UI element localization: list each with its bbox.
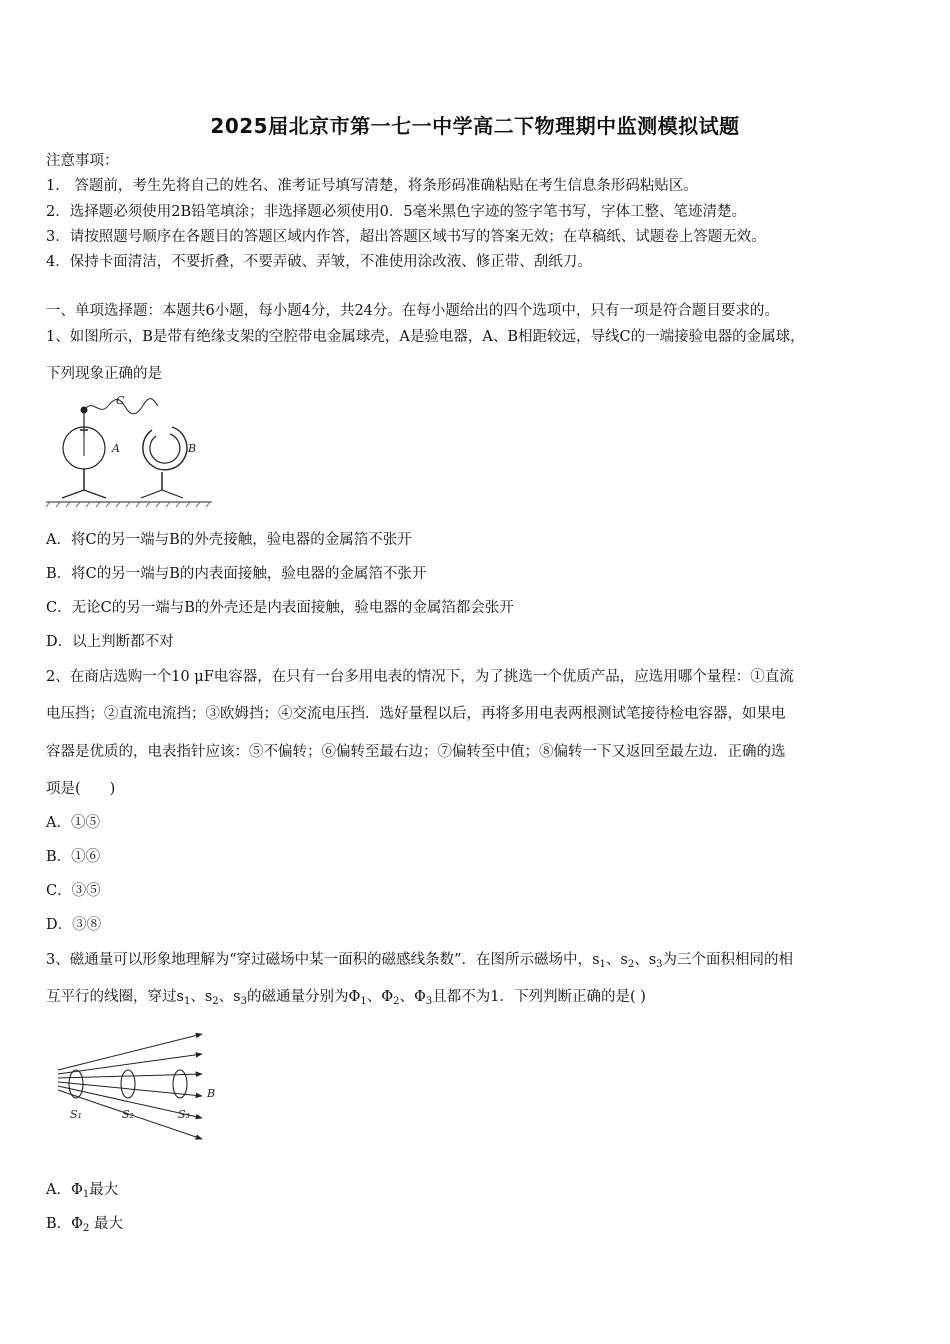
notice-heading: 注意事项：: [46, 153, 119, 169]
q3-option-b: B．$\Phi_2$ 最大: [46, 1216, 124, 1234]
label-field-b: B: [207, 1087, 216, 1100]
q3-stem-line-2: 互平行的线圈，穿过$s_1$、$s_2$、$s_3$的磁通量分别为$\Phi_1$、$\Phi_2$、$\Phi_3$且都不为1．下列判断正确的是( ): [46, 989, 646, 1007]
label-s1: S₁: [70, 1108, 82, 1121]
q2-stem-line-2: 电压挡；②直流电流挡；③欧姆挡；④交流电压挡．选好量程以后，再将多用电表两根测试笔接待检电容器，如果电: [46, 706, 786, 722]
ground-hatching: [46, 502, 210, 507]
label-c: C: [116, 394, 125, 407]
q1-option-d: D．以上判断都不对: [46, 634, 174, 650]
field-lines: [58, 1034, 202, 1139]
magnetic-field-figure: [52, 1024, 222, 1148]
notice-item-3: 3．请按照题号顺序在各题目的答题区域内作答，超出答题区域书写的答案无效；在草稿纸、试题卷上答题无效。: [46, 229, 766, 245]
q2-option-c: C．③⑤: [46, 883, 101, 899]
label-b: B: [188, 442, 197, 455]
electroscope-base: [62, 490, 106, 498]
q2-option-a: A．①⑤: [46, 815, 100, 831]
q2-stem-line-1: 2、在商店选购一个10 μF电容器，在只有一台多用电表的情况下，为了挑选一个优质产品，应选用哪个量程：①直流: [46, 669, 794, 685]
notice-item-2: 2．选择题必须使用2B铅笔填涂；非选择题必须使用0．5毫米黑色字迹的签字笔书写，字体工整、笔迹清楚。: [46, 204, 747, 220]
shell-base: [141, 490, 183, 498]
q1-stem-line-2: 下列现象正确的是: [46, 366, 162, 382]
electroscope-ball: [81, 407, 88, 414]
shell-inner: [150, 434, 180, 463]
label-s2: S₂: [122, 1108, 134, 1121]
electroscope-figure: [44, 390, 214, 512]
q2-option-d: D．③⑧: [46, 917, 102, 933]
coil-s2: [121, 1070, 135, 1098]
notice-item-4: 4．保持卡面清洁，不要折叠，不要弄破、弄皱，不准使用涂改液、修正带、刮纸刀。: [46, 254, 592, 270]
q1-option-c: C．无论C的另一端与B的外壳还是内表面接触，验电器的金属箔都会张开: [46, 600, 514, 616]
q1-option-a: A．将C的另一端与B的外壳接触，验电器的金属箔不张开: [46, 532, 412, 548]
q2-stem-line-4: 项是( ): [46, 781, 116, 797]
label-a: A: [112, 442, 120, 455]
section-heading: 一、单项选择题：本题共6小题，每小题4分，共24分。在每小题给出的四个选项中，只有一项是符合题目要求的。: [46, 303, 779, 319]
page-title: 2025届北京市第一七一中学高二下物理期中监测模拟试题: [210, 114, 740, 138]
q2-stem-line-3: 容器是优质的，电表指针应该：⑤不偏转；⑥偏转至最右边；⑦偏转至中值；⑧偏转一下又返回至最左边．正确的选: [46, 744, 786, 760]
q3-option-a: A．$\Phi_1$最大: [46, 1182, 119, 1200]
q2-option-b: B．①⑥: [46, 849, 101, 865]
label-s3: S₃: [178, 1108, 190, 1121]
notice-item-1: 1. 答题前，考生先将自己的姓名、准考证号填写清楚，将条形码准确粘贴在考生信息条形码粘贴区。: [46, 178, 698, 194]
q1-option-b: B．将C的另一端与B的内表面接触，验电器的金属箔不张开: [46, 566, 427, 582]
q3-stem-line-1: 3、磁通量可以形象地理解为“穿过磁场中某一面积的磁感线条数”．在图所示磁场中，$s_1$、$s_2$、$s_3$为三个面积相同的相: [46, 952, 794, 970]
q1-stem-line-1: 1、如图所示，B是带有绝缘支架的空腔带电金属球壳，A是验电器，A、B相距较远，导线C的一端接验电器的金属球，: [46, 329, 805, 345]
